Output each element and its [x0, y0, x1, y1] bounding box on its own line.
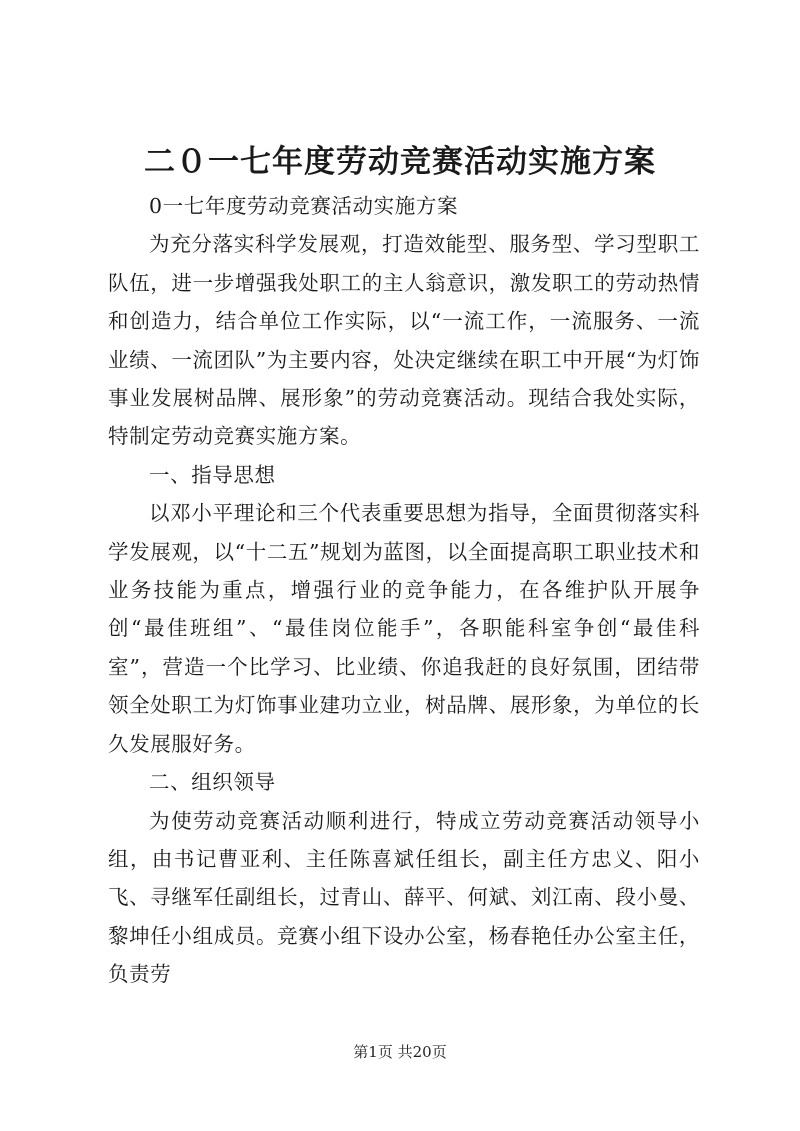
document-body: [108, 187, 700, 994]
document-title: 二０一七年度劳动竞赛活动实施方案: [144, 144, 656, 180]
section-heading-guiding-ideology: 一、指导思想: [149, 462, 276, 487]
guiding-ideology-paragraph: 以邓小平理论和三个代表重要思想为指导，全面贯彻落实科学发展观，以“十二五”规划为蓝图，以全面提高职工职业技术和业务技能为重点，增强行业的竞争能力，在各维护队开展争创“最佳班组”、“最佳岗位能手”，各职能科室争创“最佳科室”，营造一个比学习、比业绩、你追我赶的良好氛围，团结带领全处职工为灯饰事业建功立业，树品牌、展形象，为单位的长久发展服好务。: [108, 501, 700, 756]
intro-paragraph: 为充分落实科学发展观，打造效能型、服务型、学习型职工队伍，进一步增强我处职工的主人翁意识，激发职工的劳动热情和创造力，结合单位工作实际，以“一流工作，一流服务、一流业绩、一流团队”为主要内容，处决定继续在职工中开展“为灯饰事业发展树品牌、展形象”的劳动竞赛活动。现结合我处实际，特制定劳动竞赛实施方案。: [108, 232, 700, 449]
section-heading-organization: 二、组织领导: [149, 770, 276, 795]
organization-paragraph: 为使劳动竞赛活动顺利进行，特成立劳动竞赛活动领导小组，由书记曹亚利、主任陈喜斌任组长，副主任方忠义、阳小飞、寻继军任副组长，过青山、薛平、何斌、刘江南、段小曼、黎坤任小组成员。竞赛小组下设办公室，杨春艳任办公室主任，负责劳: [108, 808, 700, 987]
document-subtitle: 0一七年度劳动竞赛活动实施方案: [149, 194, 459, 218]
page-number-footer: 第1页 共20页: [353, 1043, 447, 1061]
